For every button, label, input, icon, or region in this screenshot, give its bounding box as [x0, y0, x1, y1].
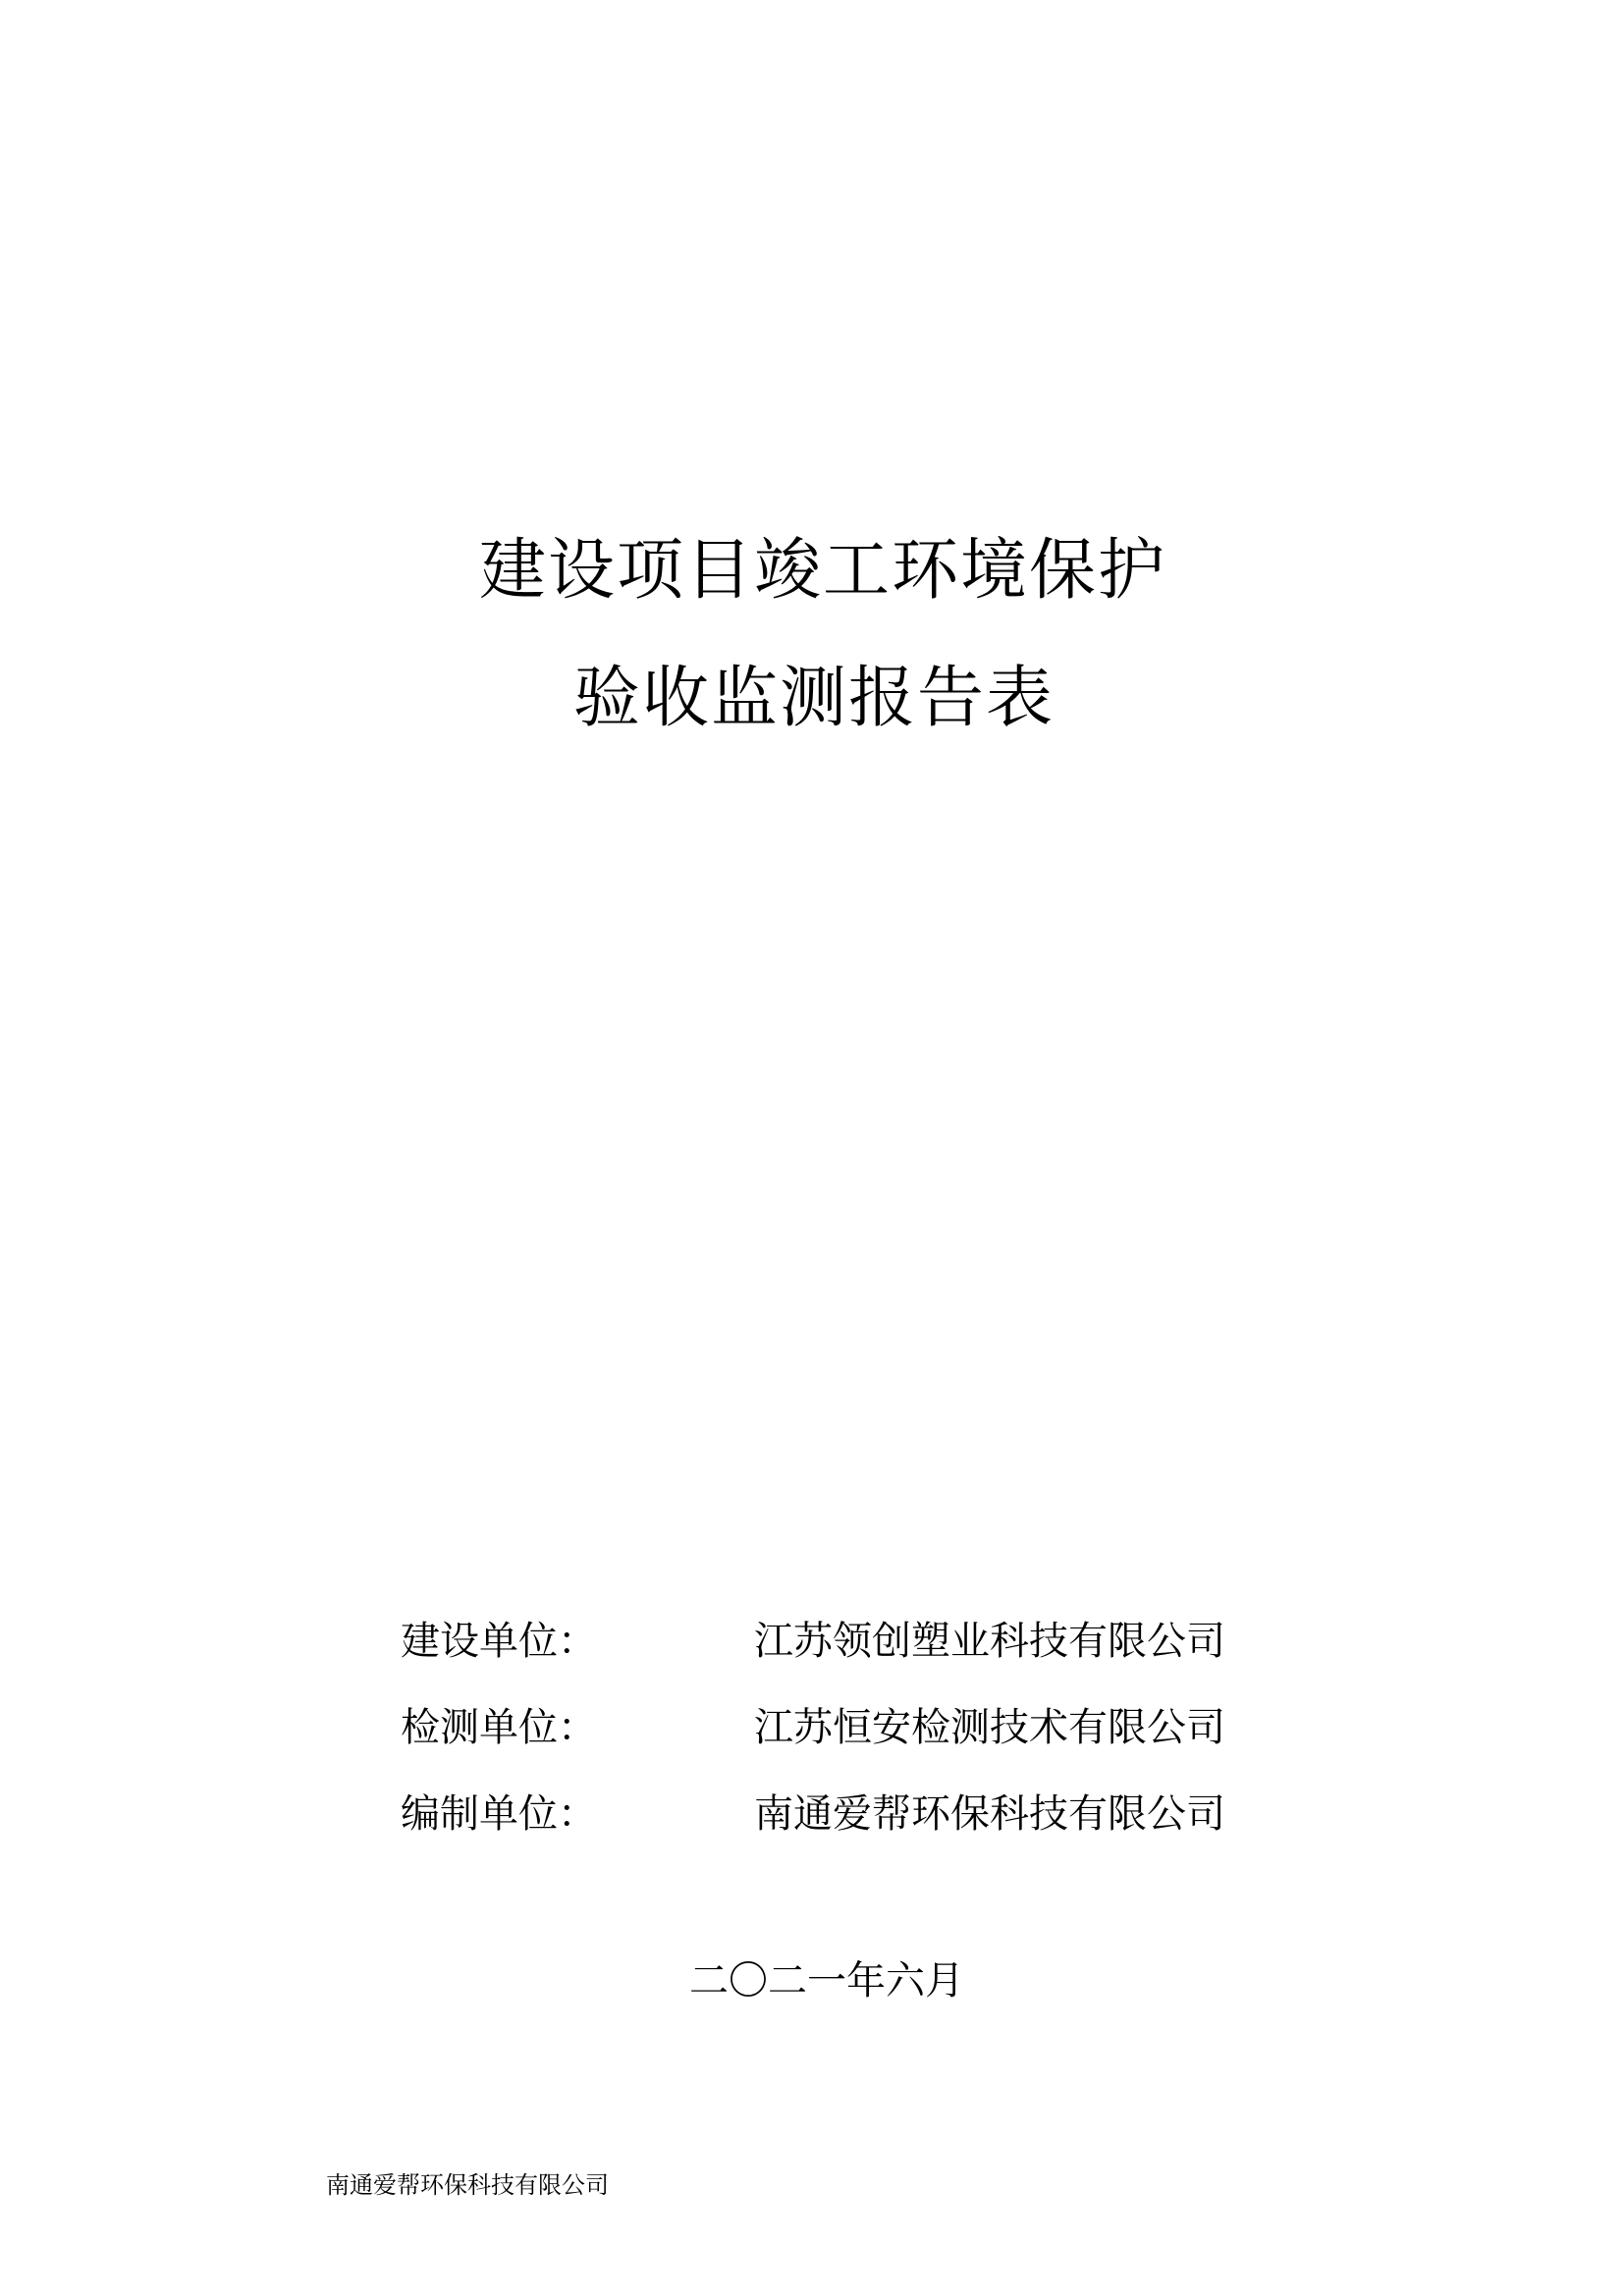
title-line-1: 建设项目竣工环境保护 [478, 532, 1166, 610]
compiling-unit-row [401, 1790, 1225, 1877]
cover-title [0, 532, 1624, 737]
report-date [0, 1957, 1624, 2004]
title-line-2: 验收监测报告表 [572, 660, 1055, 737]
construction-unit-row [401, 1618, 1225, 1704]
testing-unit-row [401, 1704, 1225, 1790]
testing-unit-value: 江苏恒安检测技术有限公司 [754, 1705, 1225, 1750]
construction-unit-value: 江苏领创塑业科技有限公司 [754, 1619, 1225, 1664]
testing-unit-label: 检测单位： [401, 1705, 597, 1750]
compiling-unit-value: 南通爱帮环保科技有限公司 [754, 1791, 1225, 1837]
report-date-text: 二〇二一年六月 [689, 1958, 964, 2003]
unit-info-list [401, 1618, 1225, 1877]
page-footer: 南通爱帮环保科技有限公司 [326, 2171, 609, 2199]
compiling-unit-label: 编制单位： [401, 1791, 597, 1837]
construction-unit-label: 建设单位： [401, 1619, 597, 1664]
